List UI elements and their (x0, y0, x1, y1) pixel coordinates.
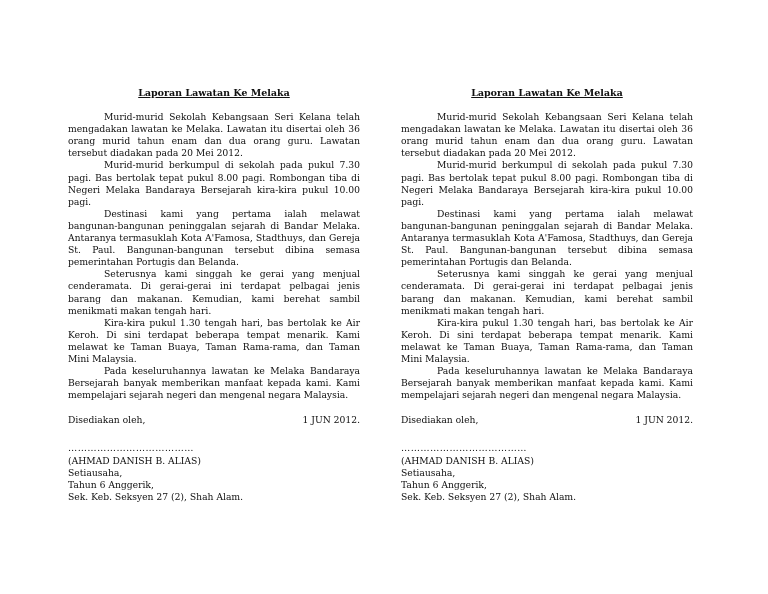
paragraph-4: Seterusnya kami singgah ke gerai yang menjual cenderamata. Di gerai-gerai ini terdapat pelbagai jenis barang dan makanan. Kemudian, kami berehat sambil menikmati makan tengah hari. (68, 269, 360, 317)
prepared-by-label: Disediakan oleh, (401, 415, 479, 427)
signature-row (68, 415, 360, 427)
paragraph-4: Seterusnya kami singgah ke gerai yang menjual cenderamata. Di gerai-gerai ini terdapat pelbagai jenis barang dan makanan. Kemudian, kami berehat sambil menikmati makan tengah hari. (401, 269, 693, 317)
signature-dotted-line: ………………………………… (68, 443, 194, 455)
paragraph-6: Pada keseluruhannya lawatan ke Melaka Bandaraya Bersejarah banyak memberikan manfaat kepada kami. Kami mempelajari sejarah negeri dan mengenal negara Malaysia. (68, 366, 360, 402)
signatory-position: Setiausaha, (401, 467, 456, 479)
report-date: 1 JUN 2012. (635, 415, 693, 427)
signature-dotted-line: ………………………………… (401, 443, 527, 455)
paragraph-3: Destinasi kami yang pertama ialah melawat bangunan-bangunan peninggalan sejarah di Bandar Melaka. Antaranya termasuklah Kota A'Famosa, Stadthuys, dan Gereja St. Paul. Bangunan-bangunan tersebut dibina semasa pemerintahan Portugis dan Belanda. (68, 208, 360, 269)
report-title: Laporan Lawatan Ke Melaka (471, 88, 623, 99)
signatory-name: (AHMAD DANISH B. ALIAS) (68, 455, 201, 467)
signature-row (401, 415, 693, 427)
report-date: 1 JUN 2012. (302, 415, 360, 427)
signatory-name: (AHMAD DANISH B. ALIAS) (401, 455, 534, 467)
paragraph-1: Murid-murid Sekolah Kebangsaan Seri Kelana telah mengadakan lawatan ke Melaka. Lawatan itu disertai oleh 36 orang murid tahun enam dan dua orang guru. Lawatan tersebut diadakan pada 20 Mei 2012. (68, 112, 360, 160)
paragraph-5: Kira-kira pukul 1.30 tengah hari, bas bertolak ke Air Keroh. Di sini terdapat beberapa tempat menarik. Kami melawat ke Taman Buaya, Taman Rama-rama, dan Taman Mini Malaysia. (401, 317, 693, 365)
report-right (401, 88, 693, 504)
signatory-class: Tahun 6 Anggerik, (68, 479, 154, 491)
paragraph-1: Murid-murid Sekolah Kebangsaan Seri Kelana telah mengadakan lawatan ke Melaka. Lawatan itu disertai oleh 36 orang murid tahun enam dan dua orang guru. Lawatan tersebut diadakan pada 20 Mei 2012. (401, 112, 693, 160)
paragraph-2: Murid-murid berkumpul di sekolah pada pukul 7.30 pagi. Bas bertolak tepat pukul 8.00 pagi. Rombongan tiba di Negeri Melaka Bandaraya Bersejarah kira-kira pukul 10.00 pagi. (401, 160, 693, 208)
signatory-school: Sek. Keb. Seksyen 27 (2), Shah Alam. (68, 491, 244, 503)
paragraph-2: Murid-murid berkumpul di sekolah pada pukul 7.30 pagi. Bas bertolak tepat pukul 8.00 pagi. Rombongan tiba di Negeri Melaka Bandaraya Bersejarah kira-kira pukul 10.00 pagi. (68, 160, 360, 208)
paragraph-5: Kira-kira pukul 1.30 tengah hari, bas bertolak ke Air Keroh. Di sini terdapat beberapa tempat menarik. Kami melawat ke Taman Buaya, Taman Rama-rama, dan Taman Mini Malaysia. (68, 317, 360, 365)
report-left (68, 88, 360, 504)
signatory-position: Setiausaha, (68, 467, 123, 479)
signatory-school: Sek. Keb. Seksyen 27 (2), Shah Alam. (401, 491, 577, 503)
prepared-by-label: Disediakan oleh, (68, 415, 146, 427)
signatory-class: Tahun 6 Anggerik, (401, 479, 487, 491)
paragraph-3: Destinasi kami yang pertama ialah melawat bangunan-bangunan peninggalan sejarah di Bandar Melaka. Antaranya termasuklah Kota A'Famosa, Stadthuys, dan Gereja St. Paul. Bangunan-bangunan tersebut dibina semasa pemerintahan Portugis dan Belanda. (401, 208, 693, 269)
report-title: Laporan Lawatan Ke Melaka (138, 88, 290, 99)
paragraph-6: Pada keseluruhannya lawatan ke Melaka Bandaraya Bersejarah banyak memberikan manfaat kepada kami. Kami mempelajari sejarah negeri dan mengenal negara Malaysia. (401, 366, 693, 402)
